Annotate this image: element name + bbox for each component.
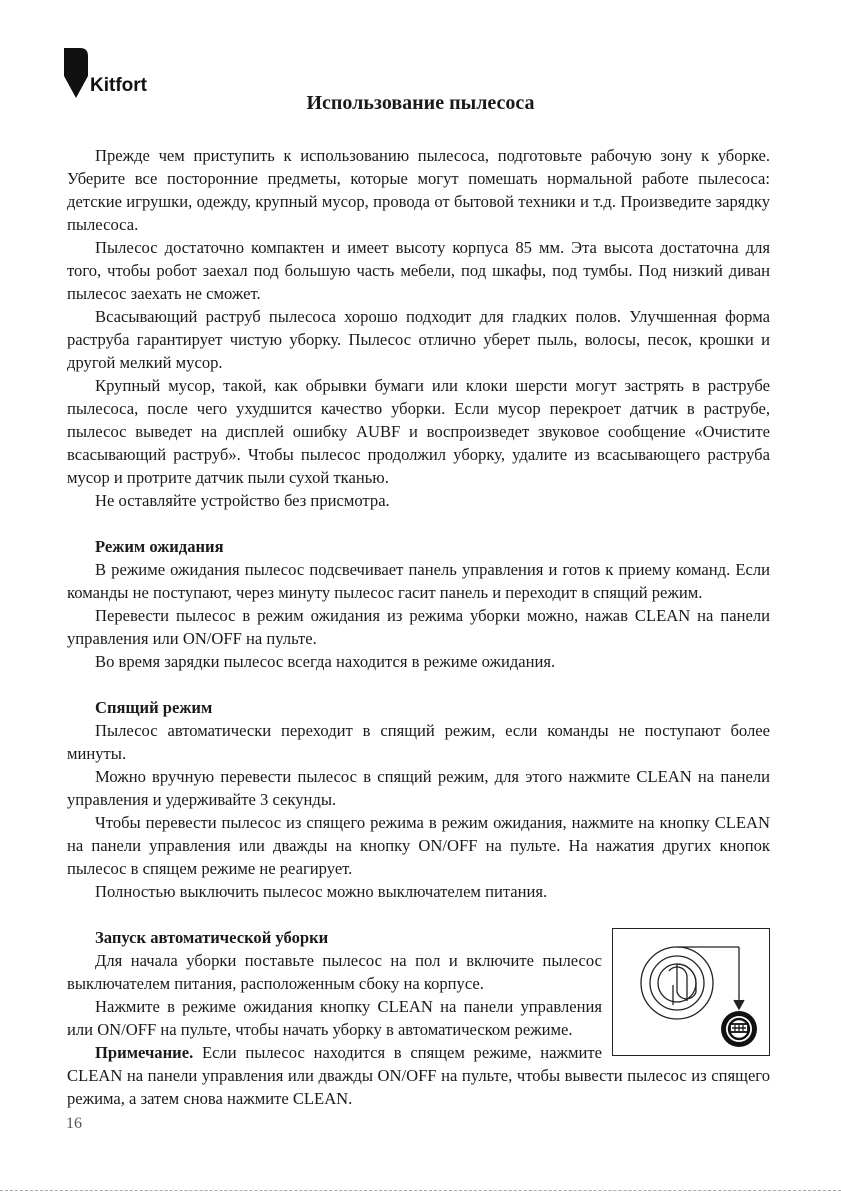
page-bottom-divider <box>0 1190 841 1191</box>
section-heading-standby: Режим ожидания <box>95 537 224 556</box>
auto-paragraph-1: Для начала уборки поставьте пылесос на пол и включите пылесос выключателем питания, расположенным сбоку на корпусе. <box>67 951 602 993</box>
intro-paragraph-5: Не оставляйте устройство без присмотра. <box>95 491 390 510</box>
sleep-paragraph-3: Чтобы перевести пылесос из спящего режима в режим ожидания, нажмите на кнопку CLEAN на панели управления или дважды на кнопку ON/OFF на пульте. На нажатия других кнопок пылесос в спящем режиме не реагирует. <box>67 813 770 878</box>
page-number: 16 <box>66 1115 82 1132</box>
kitfort-logo-icon <box>64 48 88 98</box>
note-label: Примечание. <box>95 1043 194 1062</box>
auto-paragraph-2: Нажмите в режиме ожидания кнопку CLEAN на панели управления или ON/OFF на пульте, чтобы начать уборку в автоматическом режиме. <box>67 997 602 1039</box>
section-heading-sleep: Спящий режим <box>95 698 213 717</box>
intro-paragraph-1: Прежде чем приступить к использованию пылесоса, подготовьте рабочую зону к уборке. Уберите все посторонние предметы, которые могут помешать нормальной работе пылесоса: детские игрушки, одежду, крупный мусор, провода от бытовой техники и т.д. Произведите зарядку пылесоса. <box>67 146 770 234</box>
document-body <box>67 144 770 1110</box>
sleep-paragraph-1: Пылесос автоматически переходит в спящий режим, если команды не поступают более минуты. <box>67 721 770 763</box>
intro-paragraph-2: Пылесос достаточно компактен и имеет высоту корпуса 85 мм. Эта высота достаточна для того, чтобы робот заехал под большую часть мебели, под шкафы, под тумбы. Под низкий диван пылесос заехать не сможет. <box>67 238 770 303</box>
section-heading-auto-cleaning: Запуск автоматической уборки <box>95 928 329 947</box>
power-switch-diagram-icon <box>613 929 769 1055</box>
standby-paragraph-1: В режиме ожидания пылесос подсвечивает панель управления и готов к приему команд. Если команды не поступают, через минуту пылесос гасит панель и переходит в спящий режим. <box>67 560 770 602</box>
intro-paragraph-4: Крупный мусор, такой, как обрывки бумаги или клоки шерсти могут застрять в раструбе пылесоса, после чего ухудшится качество уборки. Если мусор перекроет датчик в раструбе, пылесос выведет на дисплей ошибку AUBF и воспроизведет звуковое сообщение «Очистите всасывающий раструб». Чтобы пылесос продолжил уборку, удалите из всасывающего раструба мусор и протрите датчик пыли сухой тканью. <box>67 376 770 487</box>
note-text: Если пылесос находится в спящем режиме, нажмите CLEAN на панели управления или дважды ON/OFF на пульте, чтобы вывести пылесос из спящего режима, а затем снова нажмите CLEAN. <box>67 1043 770 1108</box>
intro-paragraph-3: Всасывающий раструб пылесоса хорошо подходит для гладких полов. Улучшенная форма раструба гарантирует чистую уборку. Пылесос отлично уберет пыль, волосы, песок, крошки и другой мелкий мусор. <box>67 307 770 372</box>
standby-paragraph-2: Перевести пылесос в режим ожидания из режима уборки можно, нажав CLEAN на панели управления или ON/OFF на пульте. <box>67 606 770 648</box>
page-title: Использование пылесоса <box>306 92 535 114</box>
standby-paragraph-3: Во время зарядки пылесос всегда находится в режиме ожидания. <box>95 652 556 671</box>
brand-name: Kitfort <box>90 75 147 96</box>
power-switch-figure <box>612 928 770 1056</box>
sleep-paragraph-2: Можно вручную перевести пылесос в спящий режим, для этого нажмите CLEAN на панели управления и удерживайте 3 секунды. <box>67 767 770 809</box>
sleep-paragraph-4: Полностью выключить пылесос можно выключателем питания. <box>95 882 548 901</box>
